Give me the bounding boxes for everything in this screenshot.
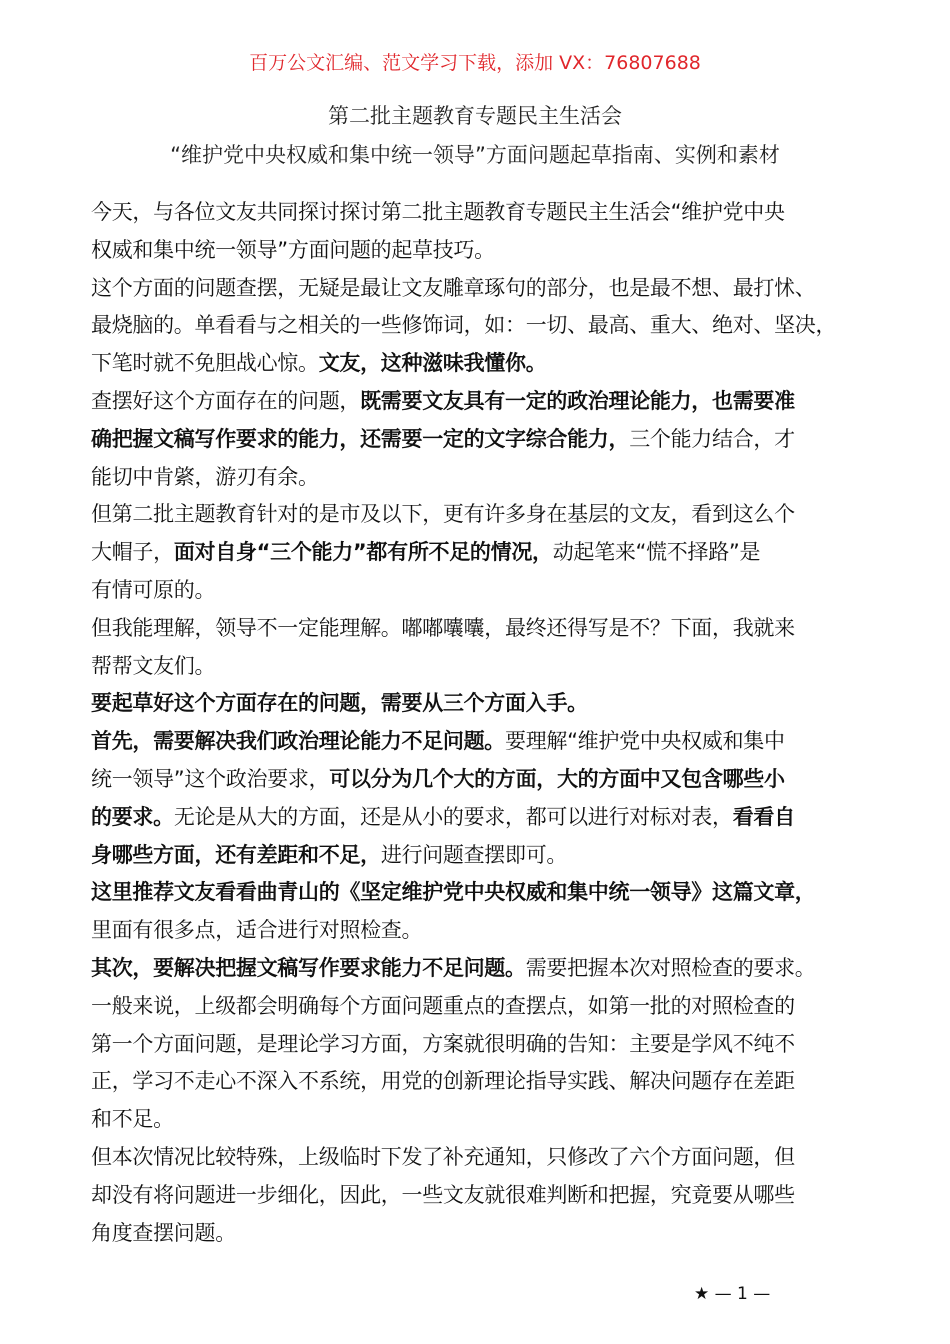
text-line: [91, 950, 911, 988]
text: 有情可原的。: [91, 577, 216, 602]
bold-text: 看看自: [732, 804, 795, 829]
star-icon: ★: [694, 1284, 710, 1304]
text-line: [91, 988, 911, 1026]
text-line: [91, 421, 911, 459]
text: 权威和集中统一领导”方面问题的起草技巧。: [91, 237, 495, 262]
bold-text: 首先，需要解决我们政治理论能力不足问题。: [91, 729, 505, 754]
text: 统一领导”这个政治要求，: [91, 766, 330, 791]
bold-text: 的要求。: [91, 804, 174, 829]
text-line: [91, 761, 911, 799]
text: 和不足。: [91, 1107, 174, 1132]
watermark-banner: 百万公文汇编、范文学习下载，添加 VX：76807688: [249, 52, 701, 74]
page-footer: [694, 1284, 770, 1304]
text-line: [91, 534, 911, 572]
bold-text: 既需要文友具有一定的政治理论能力，也需要准: [360, 388, 795, 413]
text: 今天，与各位文友共同探讨探讨第二批主题教育专题民主生活会“维护党中央: [91, 200, 785, 224]
text: 大帽子，: [91, 540, 174, 565]
text: 查摆好这个方面存在的问题，: [91, 388, 361, 413]
text-line: [91, 874, 911, 912]
text-line: [91, 383, 911, 421]
text-line: [91, 459, 911, 497]
text-line: [91, 1177, 911, 1215]
text-line: [91, 572, 911, 610]
text-line: [91, 1026, 911, 1064]
text-line: [91, 912, 911, 950]
text: 无论是从大的方面，还是从小的要求，都可以进行对标对表，: [173, 804, 733, 829]
text-line: [91, 648, 911, 686]
text-line: [91, 194, 911, 232]
text-line: [91, 1139, 911, 1177]
text-line: [91, 837, 911, 875]
text-line: [91, 496, 911, 534]
text: 这个方面的问题查摆，无疑是最让文友雕章琢句的部分，也是最不想、最打怵、: [91, 275, 816, 300]
text-line: [91, 307, 911, 345]
text-line: [91, 1063, 911, 1101]
text: 三个能力结合，才: [629, 426, 795, 451]
bold-text: 文友，这种滋味我懂你。: [318, 351, 547, 376]
text: 正，学习不走心不深入不系统，用党的创新理论指导实践、解决问题存在差距: [91, 1069, 795, 1094]
text: 进行问题查摆即可。: [380, 842, 568, 867]
bold-text: 确把握文稿写作要求的能力，还需要一定的文字综合能力，: [91, 426, 630, 451]
text: 能切中肯綮，游刃有余。: [91, 464, 319, 489]
text-line: [91, 799, 911, 837]
document-title: 第二批主题教育专题民主生活会: [328, 104, 622, 128]
page-number: — 1 —: [714, 1284, 771, 1304]
bold-text: 可以分为几个大的方面，大的方面中又包含哪些小: [329, 766, 785, 791]
text: 但本次情况比较特殊，上级临时下发了补充通知，只修改了六个方面问题，但: [91, 1144, 795, 1169]
document-body: [91, 194, 911, 1252]
text: 一般来说，上级都会明确每个方面问题重点的查摆点，如第一批的对照检查的: [91, 993, 795, 1018]
text-line: [91, 1215, 911, 1253]
text-line: [91, 685, 911, 723]
bold-text: 其次，要解决把握文稿写作要求能力不足问题。: [91, 955, 526, 980]
bold-text: 面对自身“三个能力”都有所不足的情况，: [173, 540, 553, 565]
text: 需要把握本次对照检查的要求。: [525, 955, 816, 980]
text: 但第二批主题教育针对的是市及以下，更有许多身在基层的文友，看到这么个: [91, 502, 795, 527]
bold-text: 要起草好这个方面存在的问题，需要从三个方面入手。: [91, 691, 588, 716]
text: 里面有很多点，适合进行对照检查。: [91, 918, 423, 943]
text: 要理解“维护党中央权威和集中: [505, 729, 785, 754]
text-line: [91, 232, 911, 270]
document-subtitle: “维护党中央权威和集中统一领导”方面问题起草指南、实例和素材: [170, 143, 780, 167]
text-line: [91, 345, 911, 383]
text: 第一个方面问题，是理论学习方面，方案就很明确的告知：主要是学风不纯不: [91, 1031, 795, 1056]
text-line: [91, 723, 911, 761]
text: 帮帮文友们。: [91, 653, 216, 678]
text: 角度查摆问题。: [91, 1220, 236, 1245]
text: 但我能理解，领导不一定能理解。嘟嘟囔囔，最终还得写是不？下面，我就来: [91, 615, 795, 640]
bold-text: 身哪些方面，还有差距和不足，: [91, 842, 381, 867]
bold-text: 这里推荐文友看看曲青山的《坚定维护党中央权威和集中统一领导》这篇文章，: [91, 880, 816, 905]
text: 最烧脑的。单看看与之相关的一些修饰词，如：一切、最高、重大、绝对、坚决，: [91, 313, 837, 338]
text: 动起笔来“慌不择路”是: [552, 540, 761, 565]
text-line: [91, 1101, 911, 1139]
text-line: [91, 610, 911, 648]
text: 却没有将问题进一步细化，因此，一些文友就很难判断和把握，究竟要从哪些: [91, 1182, 795, 1207]
text-line: [91, 270, 911, 308]
text: 下笔时就不免胆战心惊。: [91, 351, 319, 376]
